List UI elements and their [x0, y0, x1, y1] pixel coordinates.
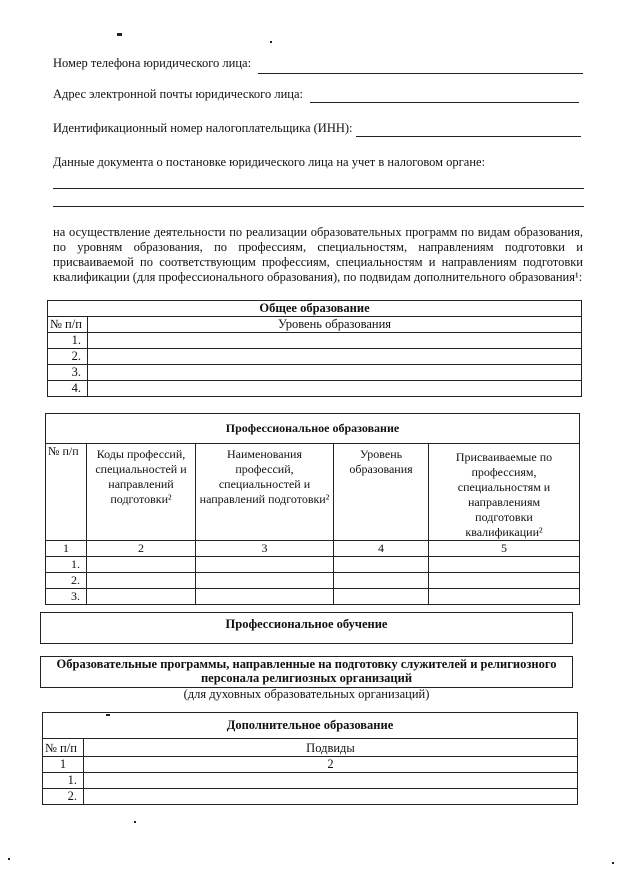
table-row — [46, 573, 580, 589]
general-education-title: Общее образование — [48, 301, 582, 317]
scan-speck — [270, 41, 272, 43]
row-number: 1. — [46, 557, 87, 573]
col-codes-header: Коды профессий, специальностей и направлений подготовки² — [87, 444, 196, 541]
tax-doc-line-1 — [53, 188, 584, 189]
table-row — [43, 789, 578, 805]
row-number: 2. — [43, 789, 84, 805]
col-subtypes-header: Подвиды — [84, 739, 578, 757]
additional-education-title: Дополнительное образование — [43, 713, 578, 739]
col-number-header: № п/п — [43, 739, 84, 757]
table-row — [48, 333, 582, 349]
index-cell: 1 — [43, 757, 84, 773]
email-label: Адрес электронной почты юридического лица: — [53, 87, 303, 101]
table-row — [48, 365, 582, 381]
religious-programs-box — [40, 656, 573, 688]
row-number: 3. — [48, 365, 88, 381]
professional-education-title: Профессиональное образование — [46, 414, 580, 444]
index-cell: 1 — [46, 541, 87, 557]
professional-training-title: Профессиональное обучение — [225, 617, 388, 631]
table-row — [46, 589, 580, 605]
col-qualification-header: Присваиваемые по профессиям, специальностям и направлениям подготовки квалификации² — [429, 444, 580, 541]
col-level-header: Уровень образования — [334, 444, 429, 541]
table-row — [46, 557, 580, 573]
scan-speck — [134, 821, 136, 823]
table-row — [48, 349, 582, 365]
table-row — [48, 381, 582, 397]
scan-speck — [117, 33, 122, 36]
religious-programs-note: (для духовных образовательных организаций) — [183, 687, 430, 701]
row-number: 1. — [43, 773, 84, 789]
row-number: 2. — [48, 349, 88, 365]
col-number-header: № п/п — [46, 444, 87, 541]
table-row — [43, 773, 578, 789]
index-cell: 5 — [429, 541, 580, 557]
row-number: 4. — [48, 381, 88, 397]
index-cell: 2 — [84, 757, 578, 773]
index-row — [43, 757, 578, 773]
row-number: 1. — [48, 333, 88, 349]
inn-line — [356, 136, 581, 137]
scan-speck — [8, 858, 10, 860]
tax-doc-label: Данные документа о постановке юридического лица на учет в налоговом органе: — [53, 155, 486, 169]
intro-paragraph: на осуществление деятельности по реализации образовательных программ по видам образования, по уровням образования, по профессиям, специальностям, направлениям подготовки и присваиваемой по соответствующим профессиям, специальностям и направлениям подготовки квалификации (для профессионального образования), по подвидам дополнительного образования¹: — [53, 225, 583, 284]
col-level-header: Уровень образования — [88, 317, 582, 333]
index-cell: 2 — [87, 541, 196, 557]
phone-label: Номер телефона юридического лица: — [53, 56, 252, 70]
email-line — [310, 102, 579, 103]
scan-speck — [106, 714, 110, 716]
additional-education-table — [42, 712, 578, 805]
col-number-header: № п/п — [48, 317, 88, 333]
index-row — [46, 541, 580, 557]
col-names-header: Наименования профессий, специальностей и направлений подготовки² — [196, 444, 334, 541]
inn-label: Идентификационный номер налогоплательщика (ИНН): — [53, 121, 353, 135]
tax-doc-line-2 — [53, 206, 584, 207]
row-number: 3. — [46, 589, 87, 605]
religious-programs-title: Образовательные программы, направленные на подготовку служителей и религиозного персонала религиозных организаций — [56, 657, 557, 685]
professional-training-box — [40, 612, 573, 644]
phone-line — [258, 73, 583, 74]
scan-speck — [612, 862, 614, 864]
index-cell: 4 — [334, 541, 429, 557]
professional-education-table — [45, 413, 580, 605]
general-education-table — [47, 300, 582, 397]
row-number: 2. — [46, 573, 87, 589]
index-cell: 3 — [196, 541, 334, 557]
